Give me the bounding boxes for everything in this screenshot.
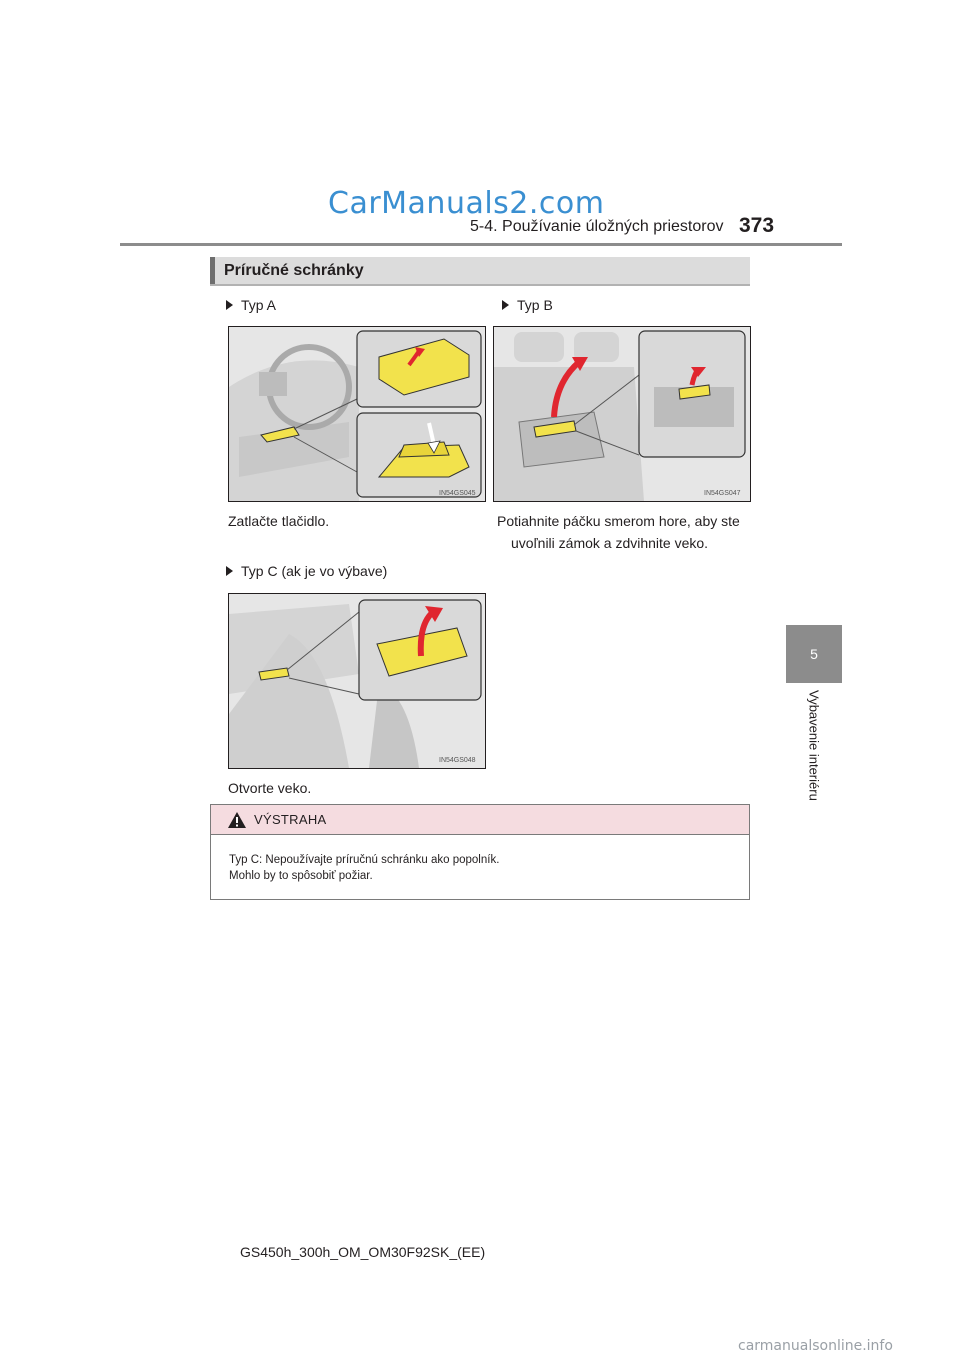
chapter-title: Vybavenie interiéru xyxy=(806,690,822,801)
figure-c-code: IN54GS048 xyxy=(439,757,476,764)
section-heading-bar xyxy=(210,257,750,286)
figure-b-caption: Potiahnite páčku smerom hore, aby ste uvoľnili zámok a zdvihnite veko. xyxy=(497,513,740,551)
bullet-triangle-icon xyxy=(226,300,233,310)
page-number: 373 xyxy=(739,214,775,237)
header-section-title: 5-4. Používanie úložných priestorov xyxy=(470,218,724,235)
document-code: GS450h_300h_OM_OM30F92SK_(EE) xyxy=(240,1244,486,1260)
warning-triangle-icon xyxy=(228,812,246,828)
armrest-box-illustration xyxy=(494,327,750,501)
figure-a-image xyxy=(228,326,486,502)
figure-a-code: IN54GS045 xyxy=(439,490,476,497)
figure-a-caption: Zatlačte tlačidlo. xyxy=(228,513,330,529)
warning-heading: VÝSTRAHA xyxy=(254,812,327,827)
bullet-triangle-icon xyxy=(226,566,233,576)
figure-c-image xyxy=(228,593,486,769)
figure-b-label: Typ B xyxy=(502,297,553,313)
chapter-side-label xyxy=(786,690,842,830)
glove-box-illustration xyxy=(229,327,485,501)
figure-b-code: IN54GS047 xyxy=(704,490,741,497)
watermark-top[interactable]: CarManuals2.com xyxy=(328,186,605,221)
warning-box xyxy=(210,804,750,900)
section-title: Príručné schránky xyxy=(224,262,364,279)
warning-header xyxy=(211,805,749,835)
front-console-box-illustration xyxy=(229,594,485,768)
figure-c-label: Typ C (ak je vo výbave) xyxy=(226,563,387,579)
figure-b-image xyxy=(493,326,751,502)
chapter-number: 5 xyxy=(810,646,818,662)
bullet-triangle-icon xyxy=(502,300,509,310)
chapter-tab xyxy=(786,625,842,683)
figure-c-caption: Otvorte veko. xyxy=(228,780,312,796)
watermark-bottom[interactable]: carmanualsonline.info xyxy=(738,1338,893,1354)
section-stripe xyxy=(210,257,215,284)
figure-a-label: Typ A xyxy=(226,297,276,313)
warning-text: Typ C: Nepoužívajte príručnú schránku ako popolník. Mohlo by to spôsobiť požiar. xyxy=(229,854,500,882)
header-rule xyxy=(120,243,842,246)
